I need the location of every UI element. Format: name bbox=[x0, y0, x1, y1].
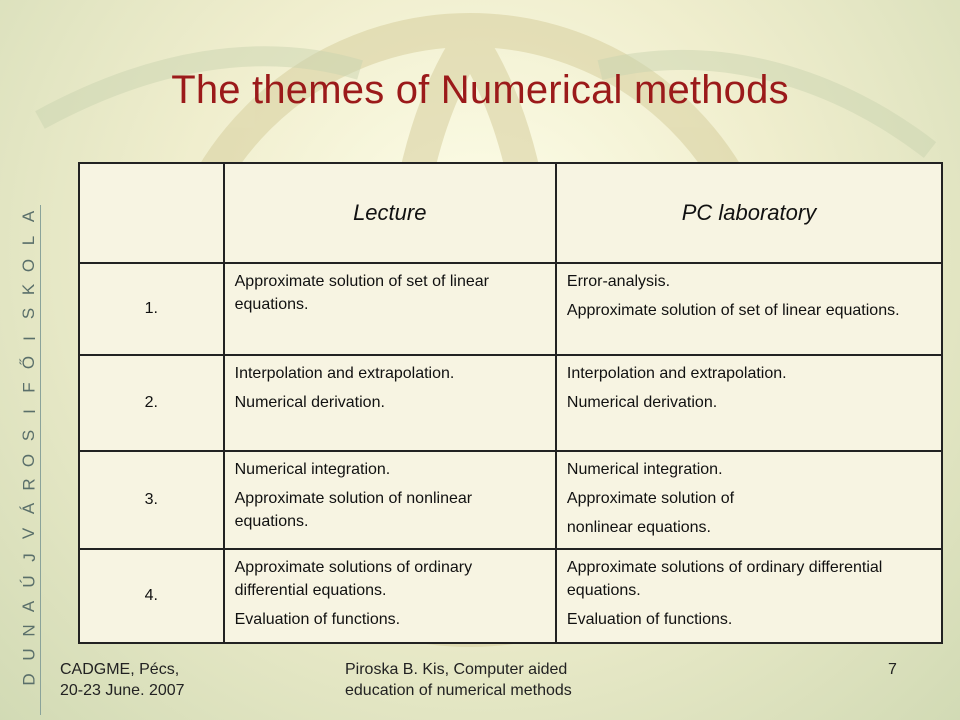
cell-line: Numerical derivation. bbox=[234, 394, 385, 412]
table-header-row bbox=[79, 163, 942, 263]
side-letter: I bbox=[19, 335, 39, 341]
footer-author-line: Piroska B. Kis, Computer aided bbox=[345, 661, 568, 678]
cell-line: Evaluation of functions. bbox=[566, 611, 733, 629]
side-letter: J bbox=[19, 553, 39, 562]
side-letter: Ő bbox=[19, 356, 39, 370]
side-letter: O bbox=[19, 453, 39, 467]
cell-line: Evaluation of functions. bbox=[234, 611, 401, 629]
cell-line: Approximate solution of nonlinear equations. bbox=[234, 490, 473, 531]
table-row bbox=[79, 263, 942, 355]
side-letter: U bbox=[19, 648, 39, 662]
footer-event-line: 20-23 June. 2007 bbox=[60, 681, 185, 699]
side-letter: V bbox=[19, 527, 39, 539]
cell-line: Approximate solutions of ordinary differential equations. bbox=[566, 559, 883, 600]
footer-author bbox=[345, 660, 572, 702]
lab-cell bbox=[556, 451, 942, 549]
lecture-cell bbox=[224, 549, 556, 643]
side-letter: D bbox=[19, 673, 39, 686]
side-letter: S bbox=[19, 430, 39, 442]
lab-cell bbox=[556, 263, 942, 355]
cell-line: Numerical integration. bbox=[234, 461, 391, 478]
table-row bbox=[79, 451, 942, 549]
header-empty-cell bbox=[79, 163, 224, 263]
footer-author-line: education of numerical methods bbox=[345, 681, 572, 699]
cell-line: nonlinear equations. bbox=[566, 519, 711, 537]
side-institution-name bbox=[14, 208, 44, 688]
lecture-cell bbox=[224, 263, 556, 355]
side-letter: A bbox=[19, 210, 39, 223]
lab-cell bbox=[556, 355, 942, 451]
page-number: 7 bbox=[888, 661, 897, 678]
cell-line: Error-analysis. bbox=[566, 273, 671, 290]
side-letter: A bbox=[19, 600, 39, 612]
row-number: 1. bbox=[79, 263, 224, 355]
row-number: 3. bbox=[79, 451, 224, 549]
side-letter: F bbox=[19, 381, 39, 393]
slide-title: The themes of Numerical methods bbox=[171, 68, 789, 112]
side-letter: R bbox=[19, 478, 39, 491]
cell-line: Approximate solution of set of linear equations. bbox=[234, 273, 489, 314]
side-letter: Ú bbox=[19, 575, 39, 589]
table-row bbox=[79, 355, 942, 451]
header-lecture: Lecture bbox=[224, 163, 556, 263]
header-pc-laboratory: PC laboratory bbox=[556, 163, 942, 263]
lecture-cell bbox=[224, 355, 556, 451]
side-letter: I bbox=[19, 409, 39, 414]
side-letter: O bbox=[19, 258, 39, 272]
cell-line: Numerical derivation. bbox=[566, 394, 718, 412]
cell-line: Approximate solution of set of linear equations. bbox=[566, 302, 900, 320]
footer-event bbox=[60, 660, 185, 702]
cell-line: Approximate solutions of ordinary differential equations. bbox=[234, 559, 473, 600]
side-letter: Á bbox=[19, 503, 39, 515]
side-letter: N bbox=[19, 624, 39, 637]
cell-line: Interpolation and extrapolation. bbox=[566, 365, 787, 382]
themes-table bbox=[78, 162, 943, 644]
lecture-cell bbox=[224, 451, 556, 549]
row-number: 4. bbox=[79, 549, 224, 643]
cell-line: Approximate solution of bbox=[566, 490, 735, 508]
side-letter: K bbox=[19, 283, 39, 296]
lab-cell bbox=[556, 549, 942, 643]
side-letter: L bbox=[19, 236, 39, 246]
side-letter: S bbox=[19, 308, 39, 320]
cell-line: Numerical integration. bbox=[566, 461, 723, 478]
table-row bbox=[79, 549, 942, 643]
row-number: 2. bbox=[79, 355, 224, 451]
cell-line: Interpolation and extrapolation. bbox=[234, 365, 455, 382]
footer-event-line: CADGME, Pécs, bbox=[60, 661, 180, 678]
